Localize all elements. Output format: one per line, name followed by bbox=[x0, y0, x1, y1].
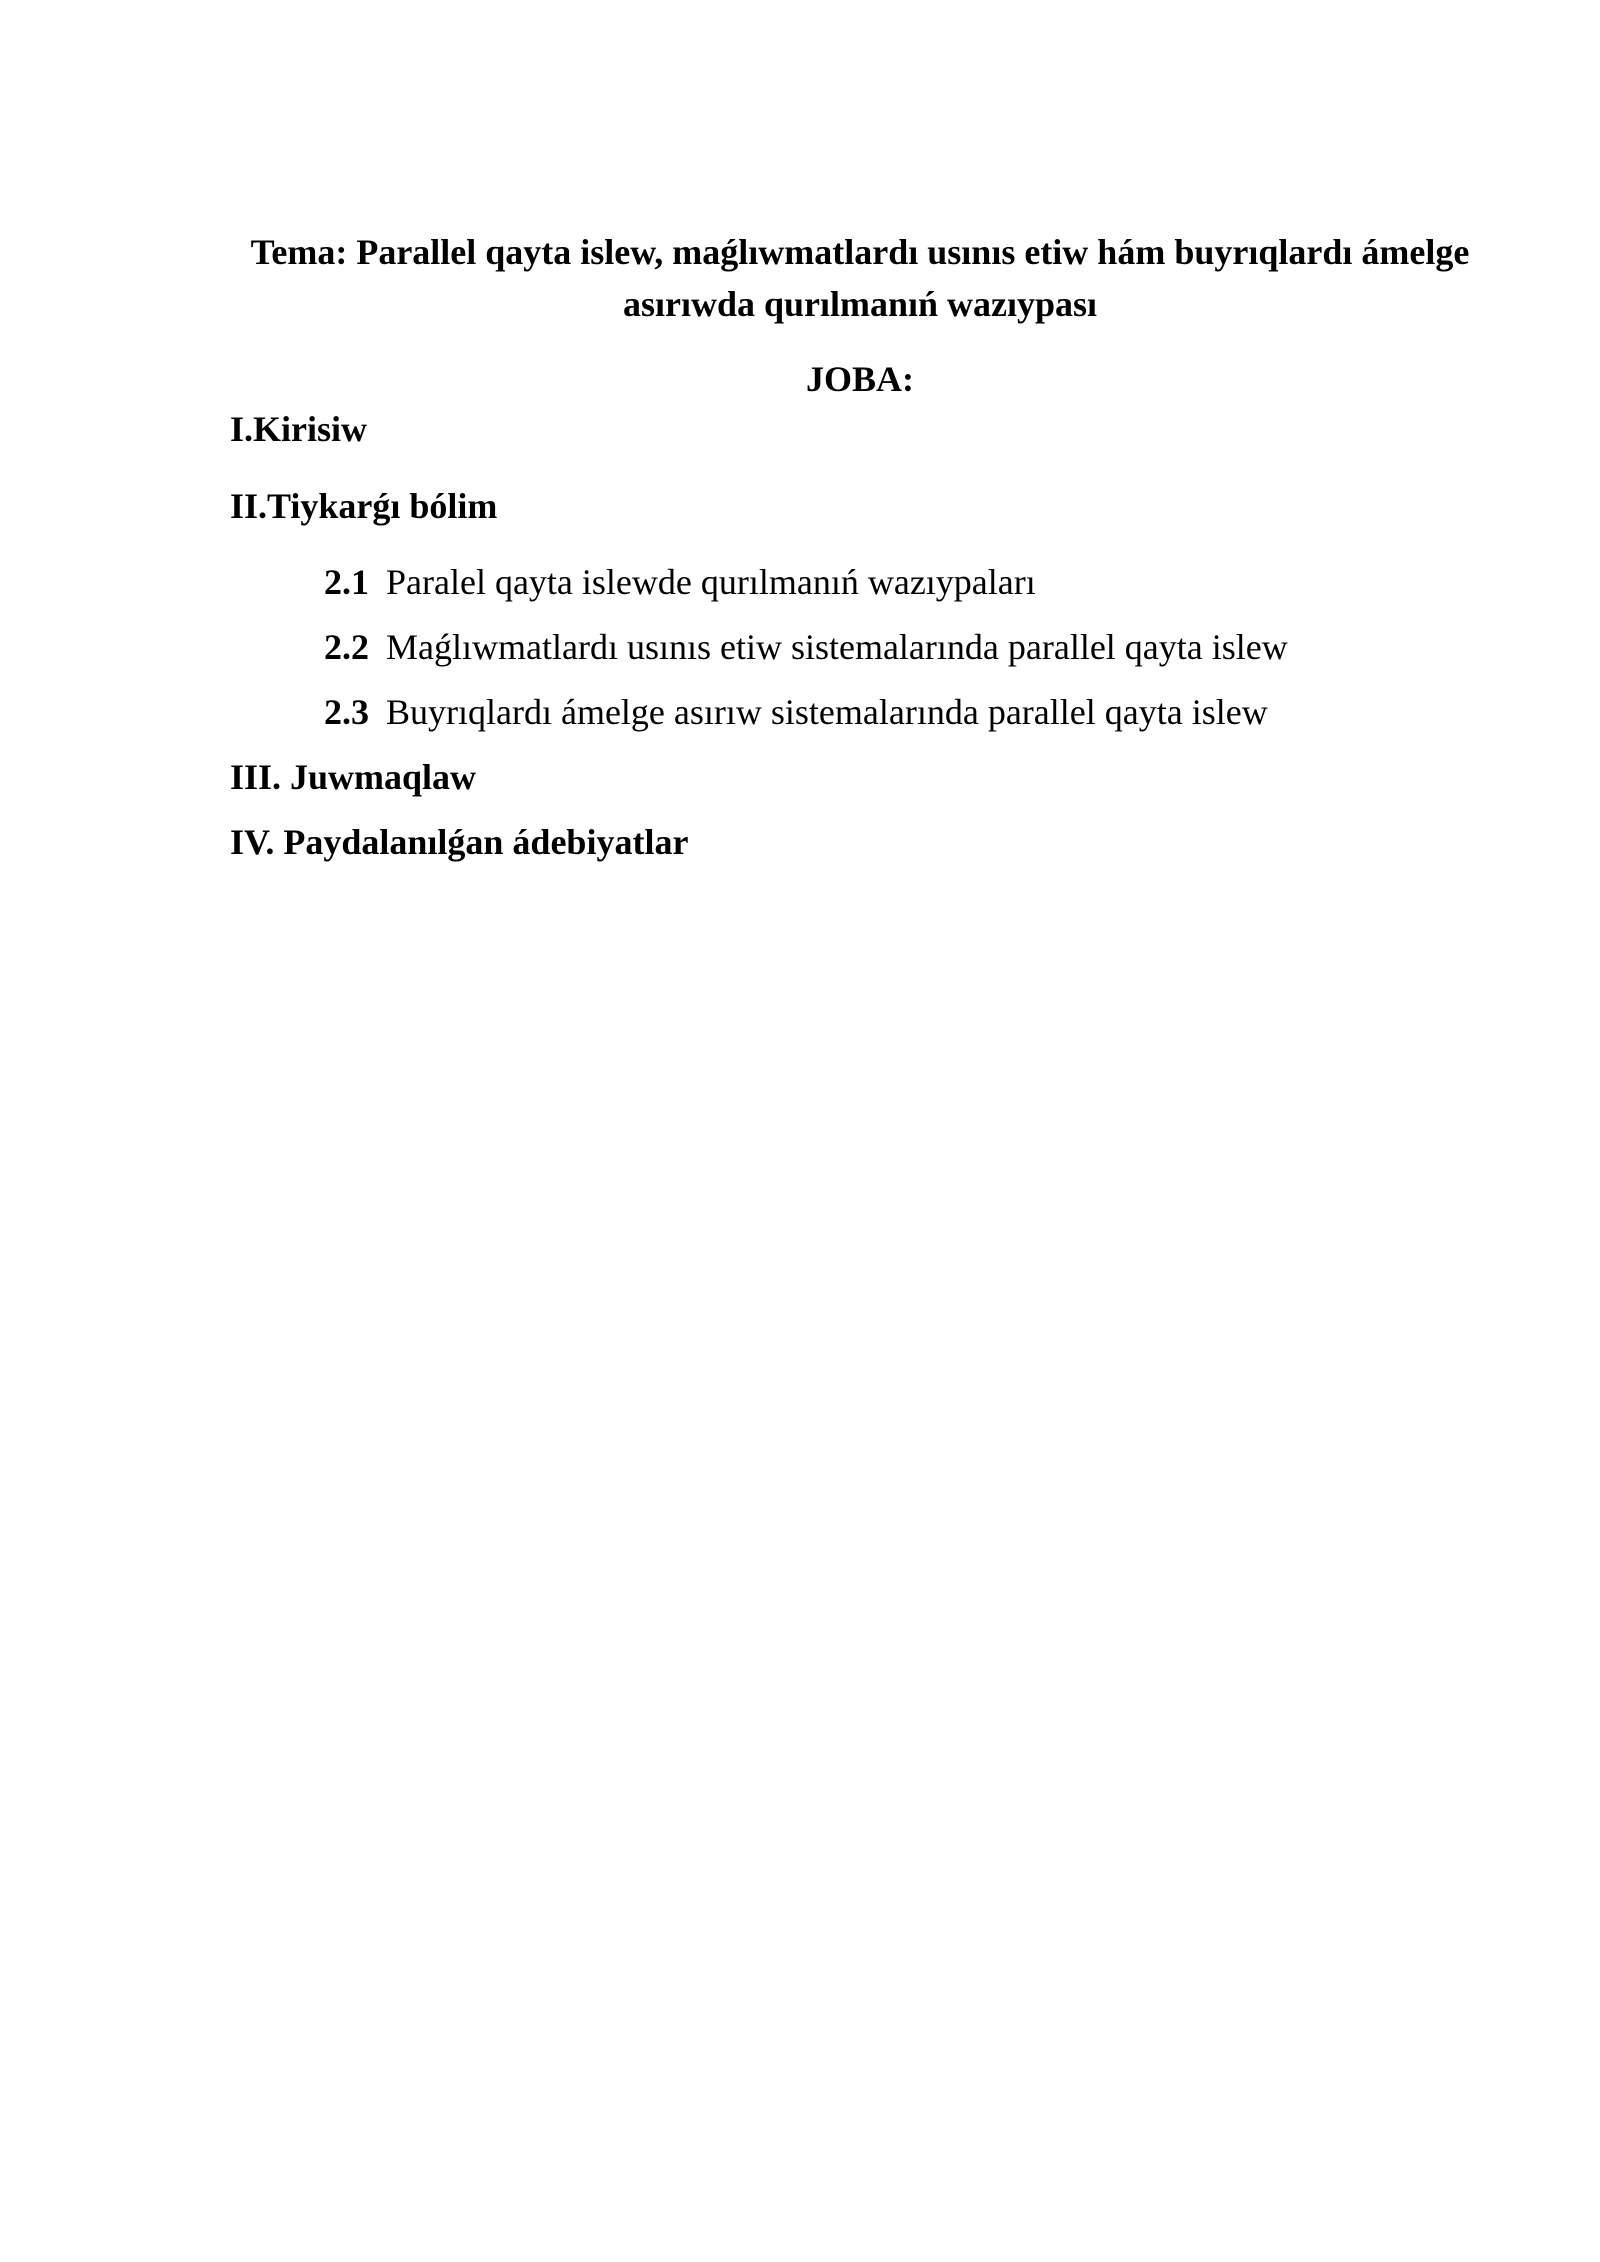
toc-section-main-part: II.Tiykarǵı bólim bbox=[230, 486, 498, 526]
toc-subsection bbox=[324, 558, 1036, 606]
toc-subsection-text: Paralel qayta islewde qurılmanıń wazıypaları bbox=[386, 562, 1036, 602]
toc-subsection bbox=[324, 688, 1268, 736]
toc-subsection-text: Maǵlıwmatlardı usınıs etiw sistemalarında parallel qayta islew bbox=[386, 627, 1288, 667]
toc-subsection-number: 2.2 bbox=[324, 627, 369, 667]
toc-section-references: IV. Paydalanılǵan ádebiyatlar bbox=[230, 822, 689, 862]
toc-subsection-text: Buyrıqlardı ámelge asırıw sistemalarında parallel qayta islew bbox=[386, 692, 1268, 732]
document-title: Tema: Parallel qayta islew, maǵlıwmatlardı usınıs etiw hám buyrıqlardı ámelge asırıwda qurılmanıń wazıypası bbox=[250, 232, 1470, 324]
toc-subsection bbox=[324, 623, 1288, 671]
plan-heading: JOBA: bbox=[806, 359, 914, 399]
toc-section-conclusion: III. Juwmaqlaw bbox=[230, 757, 477, 797]
toc-subsection-number: 2.1 bbox=[324, 562, 369, 602]
toc-subsection-number: 2.3 bbox=[324, 692, 369, 732]
toc-section-introduction: I.Kirisiw bbox=[230, 409, 368, 449]
